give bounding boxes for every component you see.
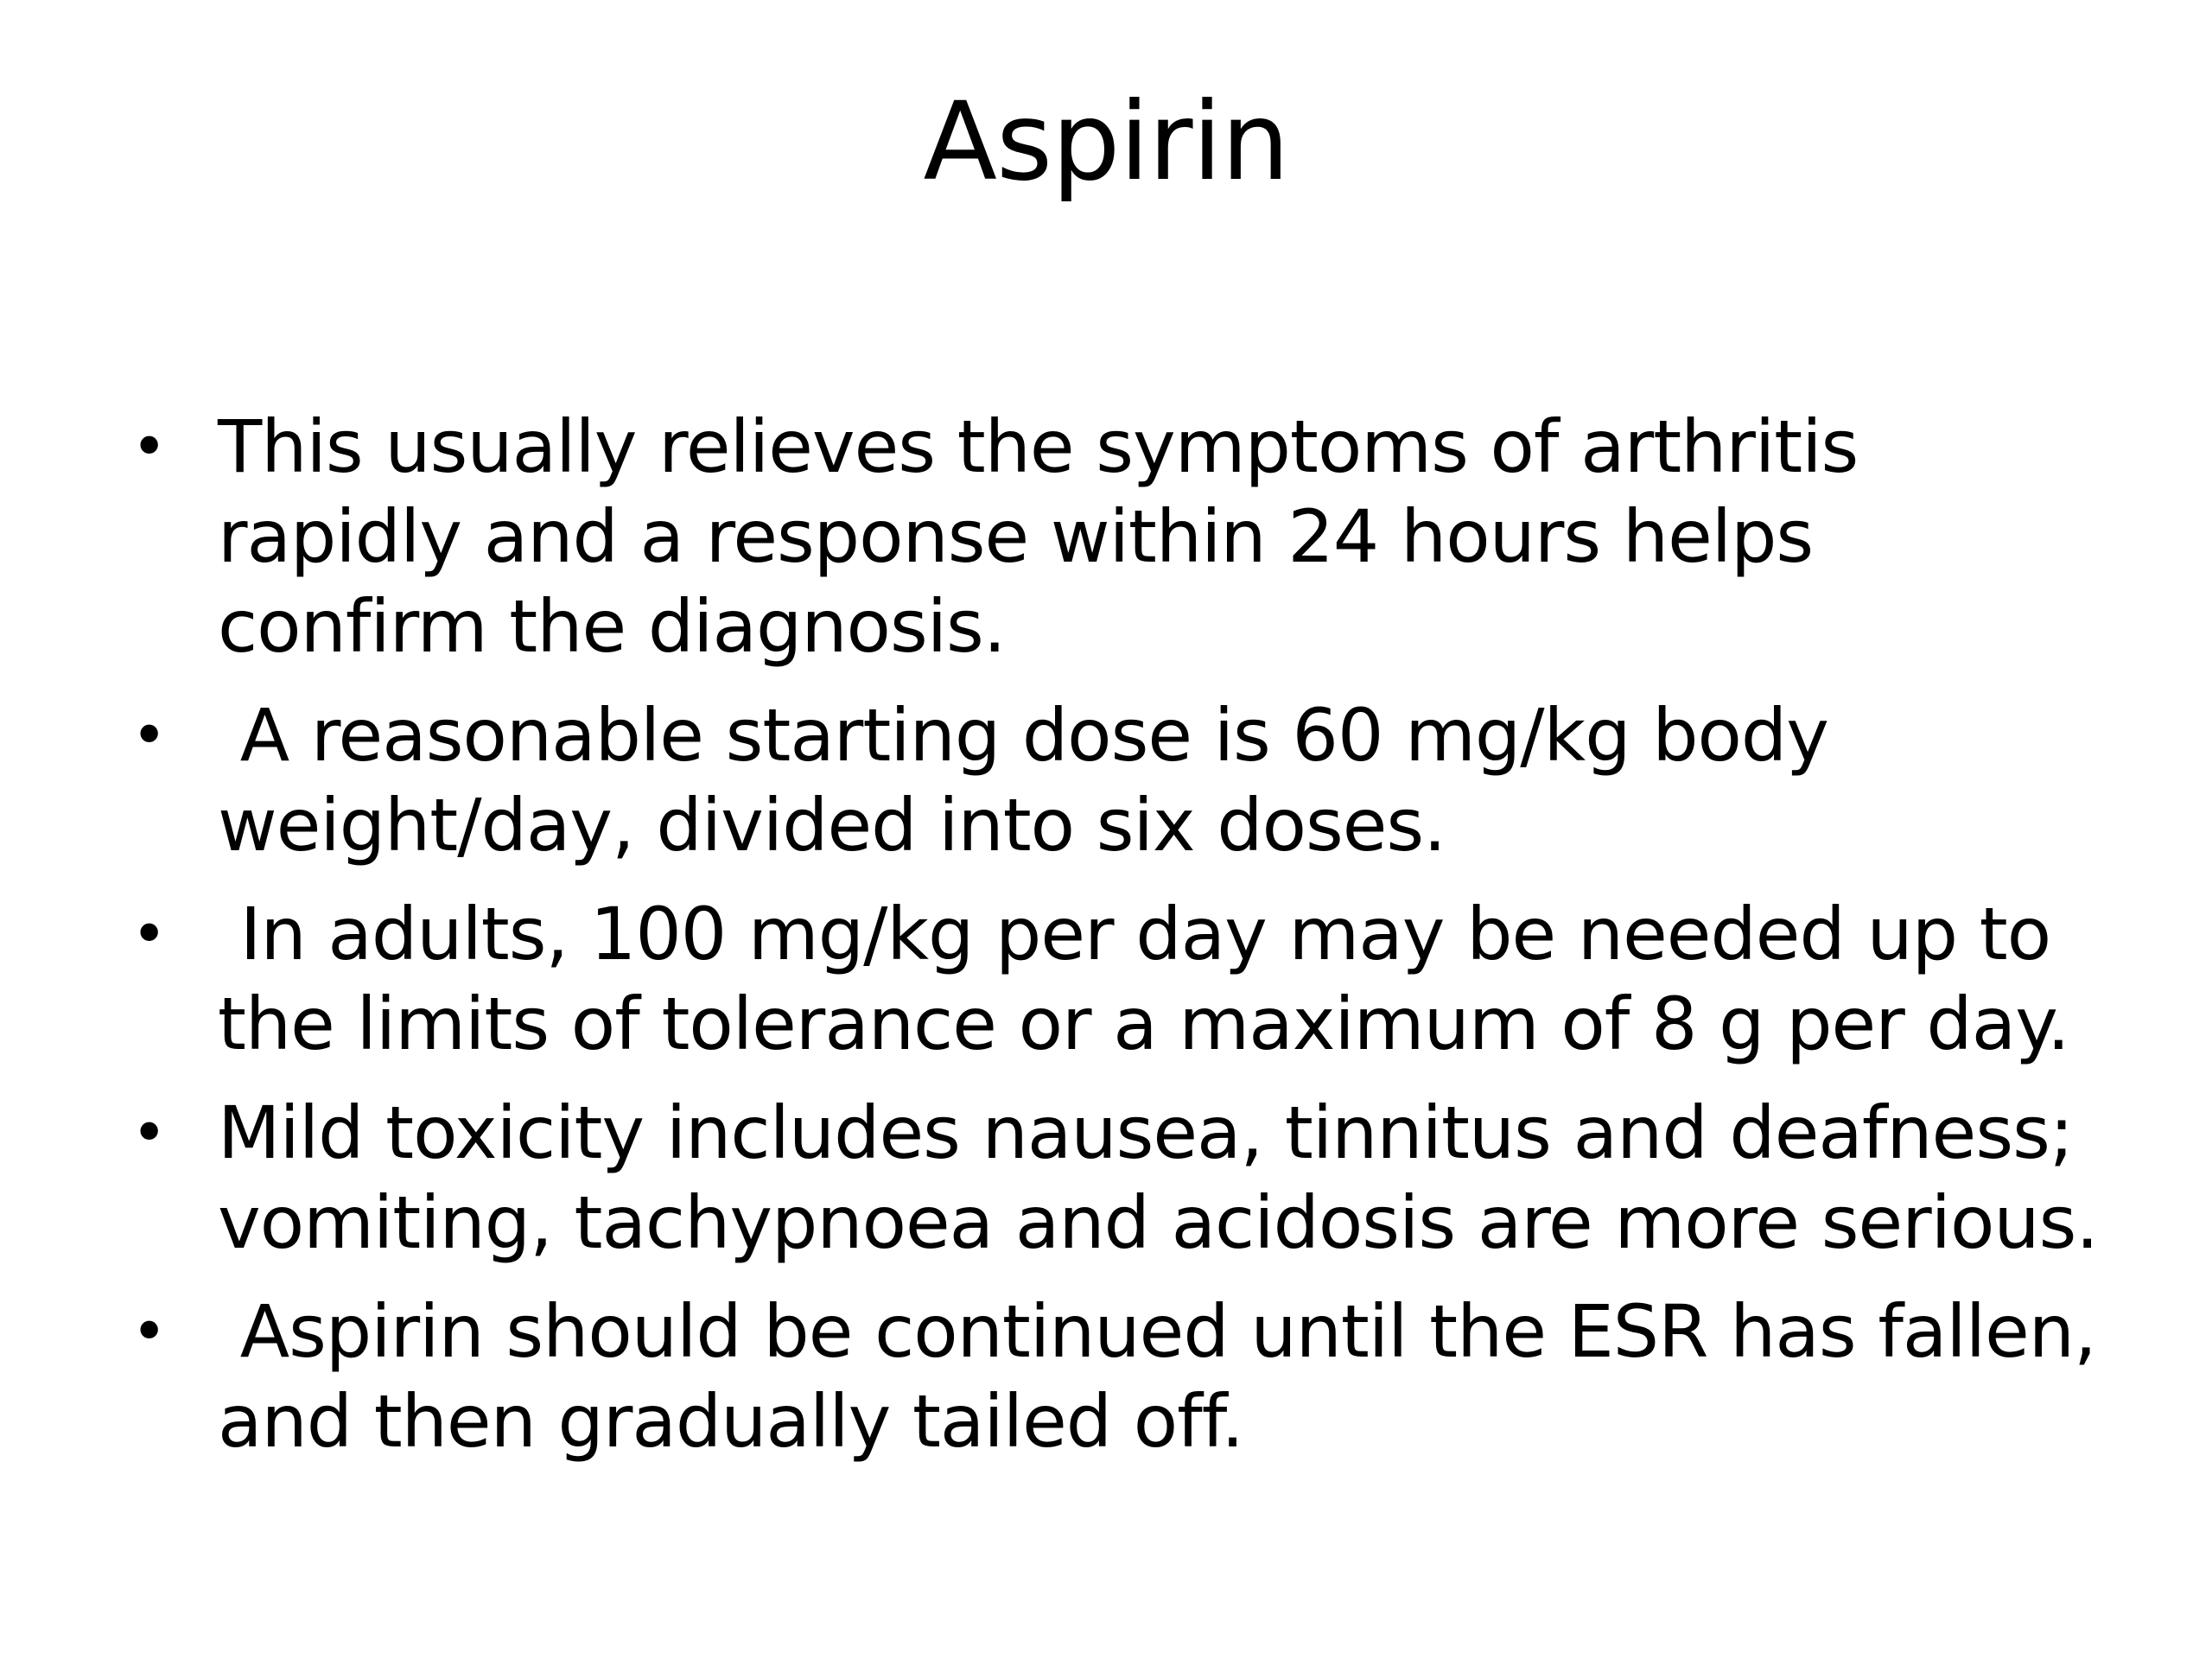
bullet-item (131, 402, 2101, 671)
bullet-item (131, 1287, 2119, 1466)
bullet-item (131, 1088, 2101, 1268)
bullet-text: In adults, 100 mg/kg per day may be needed up to the limits of tolerance or a maximum of 8 g per day. (218, 892, 2073, 1066)
bullet-text: Aspirin should be continued until the ESR has fallen, and then gradually tailed off. (218, 1289, 2119, 1464)
bullet-icon: • (131, 411, 167, 482)
bullet-icon: • (131, 1097, 167, 1168)
slide-title: Aspirin (923, 79, 1289, 205)
bullet-item (131, 690, 2101, 870)
bullet-list (131, 402, 2119, 1485)
bullet-icon: • (131, 1296, 167, 1367)
bullet-item (131, 889, 2101, 1069)
bullet-text: A reasonable starting dose is 60 mg/kg body weight/day, divided into six doses. (218, 693, 1851, 868)
bullet-text: Mild toxicity includes nausea, tinnitus and deafness; vomiting, tachypnoea and acidosis are more serious. (218, 1090, 2099, 1265)
bullet-icon: • (131, 899, 167, 969)
bullet-text: This usually relieves the symptoms of arthritis rapidly and a response within 24 hours helps confirm the diagnosis. (218, 404, 1880, 669)
bullet-icon: • (131, 700, 167, 771)
